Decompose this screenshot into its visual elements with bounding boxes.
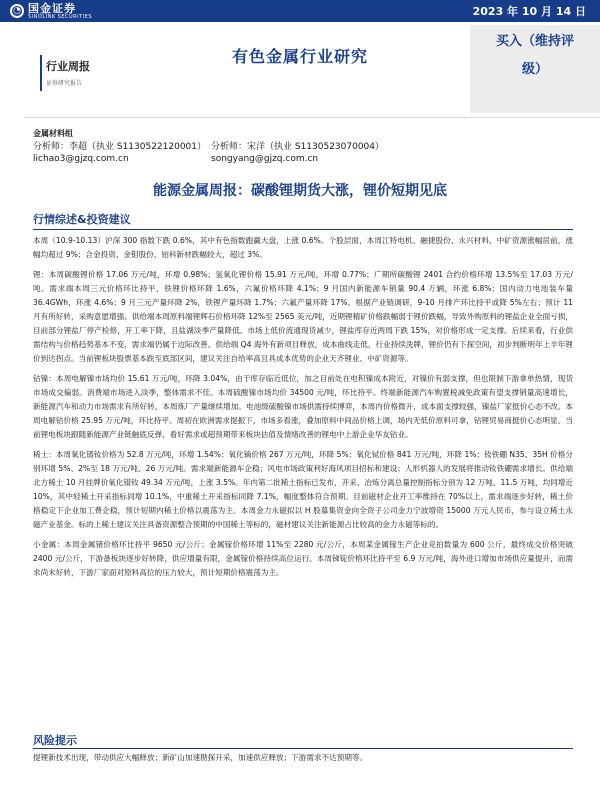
analyst-2-email[interactable]: songyang@gjzq.com.cn bbox=[211, 154, 319, 164]
paragraph-rare-earth: 稀土：本周氧化镨钕价格为 52.8 万元/吨，环增 1.54%；氧化镝价格 267 万元/吨，环降 5%；氧化铽价格 841 万元/吨，环降 1%；钕铁硼 N35、35H 价格分别环增 5%、2%至 18 万元/吨、26 万元/吨。需求端新能源车企稳；风电市场政策利好海风项目招标和建设；人形机器人的发展将推动钕铁硼需求增长。供给端北方稀土 10 月挂牌价氧化镨钕 49.34 万元/吨，上涨 3.5%。年内第二批稀土指标已发布，开采、冶炼分离总量控制指标分别为 12 万吨、11.5 万吨，均同增近 10%，其中轻稀土开采指标同增 10.1%，中重稀土开采指标同降 7.1%，幅度整体符合预期。目前磁材企业开工率维持在 70%以上，需求端逐步好转，稀土价格稳定下企业加工费企稳，预计短期内稀土价格以震荡为主。本周金力永磁拟以 H 股募集资金向全资子公司金力宁波增资 15000 万元人民币，参与设立稀土永磁产业基金。标的上稀土建议关注具备资源整合预期的中国稀土等标的，磁材建议关注新能源占比较高的金力永磁等标的。 bbox=[33, 450, 573, 529]
rating-box bbox=[470, 25, 600, 113]
rating-line-2: 级） bbox=[521, 62, 548, 77]
analyst-1-email[interactable]: lichao3@gjzq.com.cn bbox=[33, 154, 129, 164]
analyst-2: 分析师：宋洋（执业 S1130523070004） bbox=[211, 142, 385, 152]
logo-icon: ◔ bbox=[10, 4, 24, 18]
paragraph-market: 本周（10.9-10.13）沪深 300 指数下跌 0.6%，其中有色指数跑赢大盘，上涨 0.6%。个股层面，本周江特电机、融捷股份、永兴材料、中矿资源涨幅居前，涨幅均超过 9%；合金投资、金钼股份、铂科新材跌幅较大，超过 3%。 bbox=[33, 236, 573, 259]
logo-subname: SINOLINK SECURITIES bbox=[28, 13, 92, 20]
rating-line-1: 买入（维持评 bbox=[495, 34, 574, 49]
section-risk-heading: 风险提示 bbox=[33, 734, 77, 747]
report-date: 2023 年 10 月 14 日 bbox=[472, 5, 586, 18]
paragraph-lithium: 锂：本周碳酸锂价格 17.06 万元/吨，环增 0.98%；氢氧化锂价格 15.91 万元/吨，环增 0.77%；广期所碳酸锂 2401 合约价格环增 13.5%至 17.03 万元/吨。需求端本周三元价格环比持平，铁锂价格环降 1.6%，六氟价格环降 4.1%；9 月国内新能源车销量 90.4 万辆，环涨 6.8%；国内动力电池装车量 36.4GWh，环涨 4.6%；9 月三元产量环降 2%，铁锂产量环降 1.7%；六氟产量环降 17%。根据产业链调研，9-10 月排产环比持平或降 5%左右；预计 11 月有所好转，采购意愿增强。供给端本周原料端锂辉石价格环降 12%至 2565 美元/吨，近期锂精矿价格跌幅弱于锂价跌幅，导致外购原料的锂盐企业全面亏损，目前部分锂盐厂停产检修，开工率下降，且盐湖淡季产量降低。市场上低价流通现货减少，锂盐库存近两周下跌 15%，对价格形成一定支撑。后续来看，行业供需结构与价格趋势基本不变，需求端仍属于边际改善。供给端 Q4 海外有新项目释放，成本曲线走低，行业持续洗牌，锂价仍有下探空间，初步判断明年上半年锂价到达拐点。当前锂板块股票基本跌至底部区间，建议关注自给率高且具成本优势的企业天齐锂业、中矿资源等。 bbox=[33, 270, 573, 363]
section-overview-rule bbox=[33, 229, 573, 230]
logo bbox=[10, 2, 92, 20]
report-header bbox=[0, 0, 600, 118]
overview-body bbox=[33, 234, 573, 586]
risk-text: 提锂新技术出现，带动供应大幅释放；新矿山加速勘探开采，加速供应释放；下游需求不达预期等。 bbox=[33, 753, 368, 762]
document-title: 能源金属周报：碳酸锂期货大涨，锂价短期见底 bbox=[153, 183, 447, 199]
logo-name: 国金证券 bbox=[28, 1, 76, 15]
analyst-1: 分析师：李超（执业 S1130522120001） bbox=[33, 142, 207, 152]
industry-title: 有色金属行业研究 bbox=[231, 47, 368, 66]
section-overview-heading: 行情综述&投资建议 bbox=[33, 213, 131, 226]
report-type-sub: 证券研究报告 bbox=[46, 80, 83, 87]
section-risk-rule bbox=[33, 748, 573, 749]
analyst-block bbox=[33, 128, 573, 165]
paragraph-minor-metals: 小金属：本周金属锗价格环比持平 9650 元/公斤；金属镓价格环增 11%至 2280 元/公斤，本周某金属镓生产企业竞拍数量为 600 公斤，最终成交价格突破 2400 元/公斤，下游备板块逐步好转降，供应增量有限，金属镓价格持续高位运行。本周锑锭价格环比持平至 6.9 万元/吨，海外进口增加市场供应量提升，而需求尚未好转，下游厂家面对原料高位的压力较大，预计短期价格震荡为主。 bbox=[33, 540, 573, 577]
team-name: 金属材料组 bbox=[33, 129, 73, 138]
paragraph-cobalt-nickel: 钴镍：本周电解镍市场均价 15.61 万元/吨，环降 3.04%，由于库存临近低位，加之目前处在电积镍成本附近，对镍价有弱支撑，但也限制下游拿单热情，现货市场成交偏弱。消费端市场进入淡季，整体需求不佳。本周硫酸镍市场均价 34500 元/吨，环比持平。终端新能源汽车购置税减免政策有望支撑销量高速增长，新能源汽车和动力市场需求有所好转，本周炼厂产量继续增加。电池级硫酸镍市场供需持续博弈，本周内价格微升，成本面支撑较强，镍盐厂家挺价心态不改。本周电解钴价格 25.95 万元/吨，环比持平。周初在欧洲需求提振下，市场多看涨，叠加原料中间品价格上调，场内无低价原料可拿，钴锂贸易商挺价心态明显。当前锂电板块跟随新能源产业链触底反弹，看好需求或超预期带来板块估值及情绪改善的锂电中上游企业华友钴业。 bbox=[33, 374, 573, 439]
report-type: 行业周报 bbox=[46, 60, 90, 73]
header-divider bbox=[24, 117, 600, 118]
